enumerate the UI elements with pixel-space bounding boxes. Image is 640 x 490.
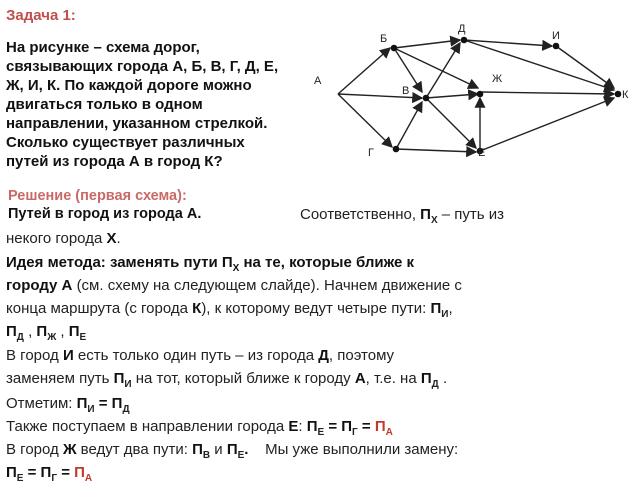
label-v: В xyxy=(402,85,410,97)
line-4: городу А (см. схему на следующем слайде). Начнем движение с xyxy=(6,277,462,294)
edge-e-k xyxy=(480,98,614,151)
label-d: Д xyxy=(458,23,466,35)
edge-a-v xyxy=(338,94,422,98)
node-g xyxy=(393,146,400,153)
label-i: И xyxy=(552,30,560,42)
label-b: Б xyxy=(380,33,388,45)
overlap-line: Путей в город из города А. xyxy=(8,206,202,222)
edge-i-k xyxy=(556,46,614,88)
road-graph xyxy=(300,10,640,170)
edge-zh-k xyxy=(482,92,614,94)
line-10: Также поступаем в направлении города Е: $П_Е = П_Г = П_А$ xyxy=(6,418,393,438)
line-8: заменяем путь $П_И$ на тот, который ближе к городу А, т.е. на $П_Д$ . xyxy=(6,370,448,390)
line-6: $П_Д$ , $П_Ж$ , $П_Е$ xyxy=(6,323,87,343)
edge-d-k xyxy=(464,40,614,90)
node-d xyxy=(461,37,468,44)
line-11: В город Ж ведут два пути: $П_В$ и $П_Е$. Мы уже выполнили замену: xyxy=(6,441,459,461)
label-k: К xyxy=(622,89,629,101)
task-text: На рисунке – схема дорог, связывающих города А, Б, В, Г, Д, Е, Ж, И, К. По каждой дороге можно двигаться только в одном направлении, указанном стрелкой. Сколько существует различных путей из города А в город К? xyxy=(6,39,279,170)
edge-a-g xyxy=(338,94,392,147)
edge-b-d xyxy=(394,40,460,48)
overlap-block xyxy=(8,187,298,223)
label-e: Е xyxy=(478,147,486,159)
edge-a-b xyxy=(338,48,390,94)
node-k xyxy=(615,91,622,98)
slide-title: Задача 1: xyxy=(6,7,76,24)
line-2: некого города Х. xyxy=(6,230,121,247)
label-zh: Ж xyxy=(492,73,503,85)
node-i xyxy=(553,43,560,50)
edge-v-d xyxy=(426,43,460,98)
label-a: А xyxy=(314,75,322,87)
line-1: Соответственно, $П_Х$ – путь из xyxy=(300,206,505,226)
line-5: конца маршрута (с города К), к которому ведут четыре пути: $П_И$, xyxy=(6,300,453,320)
line-7: В город И есть только один путь – из города Д, поэтому xyxy=(6,347,395,364)
node-v xyxy=(423,95,430,102)
label-g: Г xyxy=(368,147,374,159)
line-3: Идея метода: заменять пути $П_Х$ на те, которые ближе к xyxy=(6,254,415,274)
edge-g-e xyxy=(396,149,476,152)
line-9: Отметим: $П_И = П_Д$ xyxy=(6,395,130,415)
line-12: $П_Е = П_Г = П_А$ xyxy=(6,464,93,484)
edge-v-zh xyxy=(426,94,478,98)
node-b xyxy=(391,45,398,52)
node-zh xyxy=(477,91,484,98)
solution-heading: Решение (первая схема): xyxy=(8,188,187,204)
edge-g-v xyxy=(396,102,422,149)
edge-v-e xyxy=(426,98,476,148)
